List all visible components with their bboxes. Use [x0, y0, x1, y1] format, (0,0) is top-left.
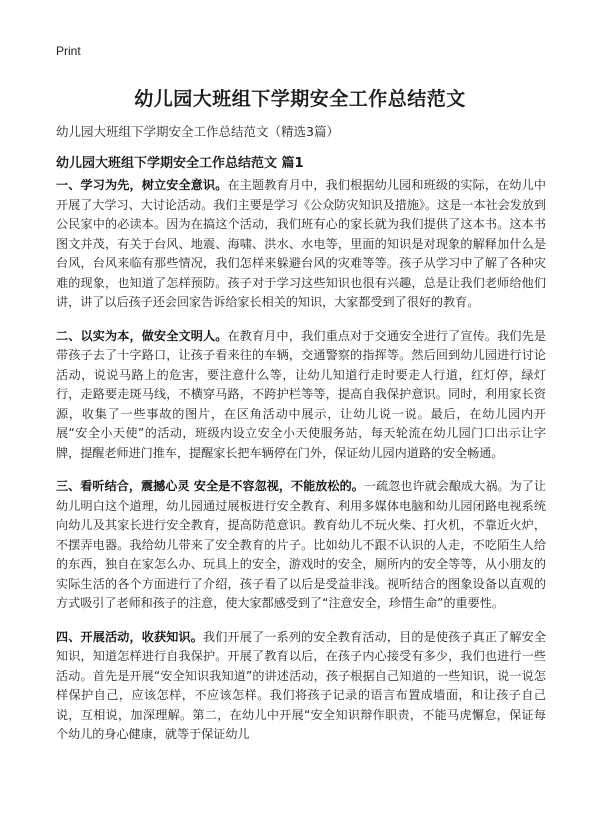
document-subtitle: 幼儿园大班组下学期安全工作总结范文（精选3篇）: [56, 124, 339, 139]
article-body: [56, 176, 546, 759]
paragraph: [56, 176, 546, 313]
paragraph-text: 一疏忽也许就会酿成大祸。为了让幼儿明白这个道理，幼儿园通过展板进行安全教育、利用多媒体电脑和幼儿园闭路电视系统向幼儿及其家长进行安全教育，提高防范意识。教育幼儿不玩火柴、打火机，不靠近火炉，不摆弄电器。我给幼儿带来了安全教育的片子。比如幼儿不跟不认识的人走，不吃陌生人给的东西，独自在家怎么办、玩具上的安全，游戏时的安全，厕所内的安全等等，从小朋友的实际生活的各个方面进行了介绍，孩子看了以后是受益非浅。视听结合的图象设备以直观的方式吸引了老师和孩子的注意，使大家都感受到了“注意安全，珍惜生命”的重要性。: [56, 479, 546, 610]
paragraph-text: 我们开展了一系列的安全教育活动，目的是使孩子真正了解安全知识，知道怎样进行自我保护。开展了教育以后，在孩子内心接受有多少，我们也进行一些活动。首先是开展“安全知识我知道”的讲述活动，孩子根据自己知道的一些知识，说一说怎样保护自己，应该怎样，不应该怎样。我们将孩子记录的语言布置成墙面，和让孩子自己说，互相说，加深理解。第二，在幼儿中开展“安全知识辩作职责，不能马虎懈怠，保证每个幼儿的身心健康，就等于保证幼儿: [56, 629, 546, 741]
paragraph-text: 在主题教育月中，我们根据幼儿园和班级的实际，在幼儿中开展了大学习、大讨论活动。我们主要是学习《公众防灾知识及措施》。这是一本社会发放到公民家中的必读本。因为在搞这个活动，我们班有心的家长就为我们提供了这本书。这本书图文并茂，有关于台风、地震、海啸、洪水、水电等，里面的知识是对现象的解释加什么是台风，台风来临有那些情况，我们怎样来躲避台风的灾难等等。孩子从学习中了解了各种灾难的现象，也知道了怎样预防。孩子对于学习这些知识也很有兴趣，总是让我们老师给他们讲，讲了以后孩子还会回家告诉给家长相关的知识，大家都受到了很好的教育。: [56, 178, 546, 309]
paragraph-lead: 四、开展活动，收获知识。: [56, 629, 204, 644]
paragraph-lead: 三、看听结合，震撼心灵 安全是不容忽视，不能放松的。: [56, 479, 364, 493]
document-title: 幼儿园大班组下学期安全工作总结范文: [134, 88, 466, 110]
paragraph: [56, 477, 546, 614]
paragraph: [56, 628, 546, 745]
paragraph-text: 在教育月中，我们重点对于交通安全进行了宣传。我们先是带孩子去了十字路口，让孩子看来往的车辆，交通警察的指挥等。然后回到幼儿园进行讨论活动，说说马路上的危害，要注意什么等，让幼儿知道行走时要走人行道，红灯停，绿灯行，走路要走斑马线，不横穿马路，不跨护栏等等，提高自我保护意识。同时，利用家长资源，收集了一些事故的图片，在区角活动中展示，让幼儿说一说。最后，在幼儿园内开展“安全小天使”的活动，班级内设立安全小天使服务站，每天轮流在幼儿园门口出示让字牌，提醒老师进门推车，提醒家长把车辆停在门外，保证幼儿园内道路的安全畅通。: [56, 328, 546, 460]
paragraph: [56, 327, 546, 464]
paragraph-lead: 一、学习为先，树立安全意识。: [56, 178, 228, 192]
section-title: 幼儿园大班组下学期安全工作总结范文 篇1: [56, 156, 304, 171]
paragraph-lead: 二、以实为本，做安全文明人。: [56, 328, 228, 343]
print-link[interactable]: Print: [56, 44, 81, 58]
